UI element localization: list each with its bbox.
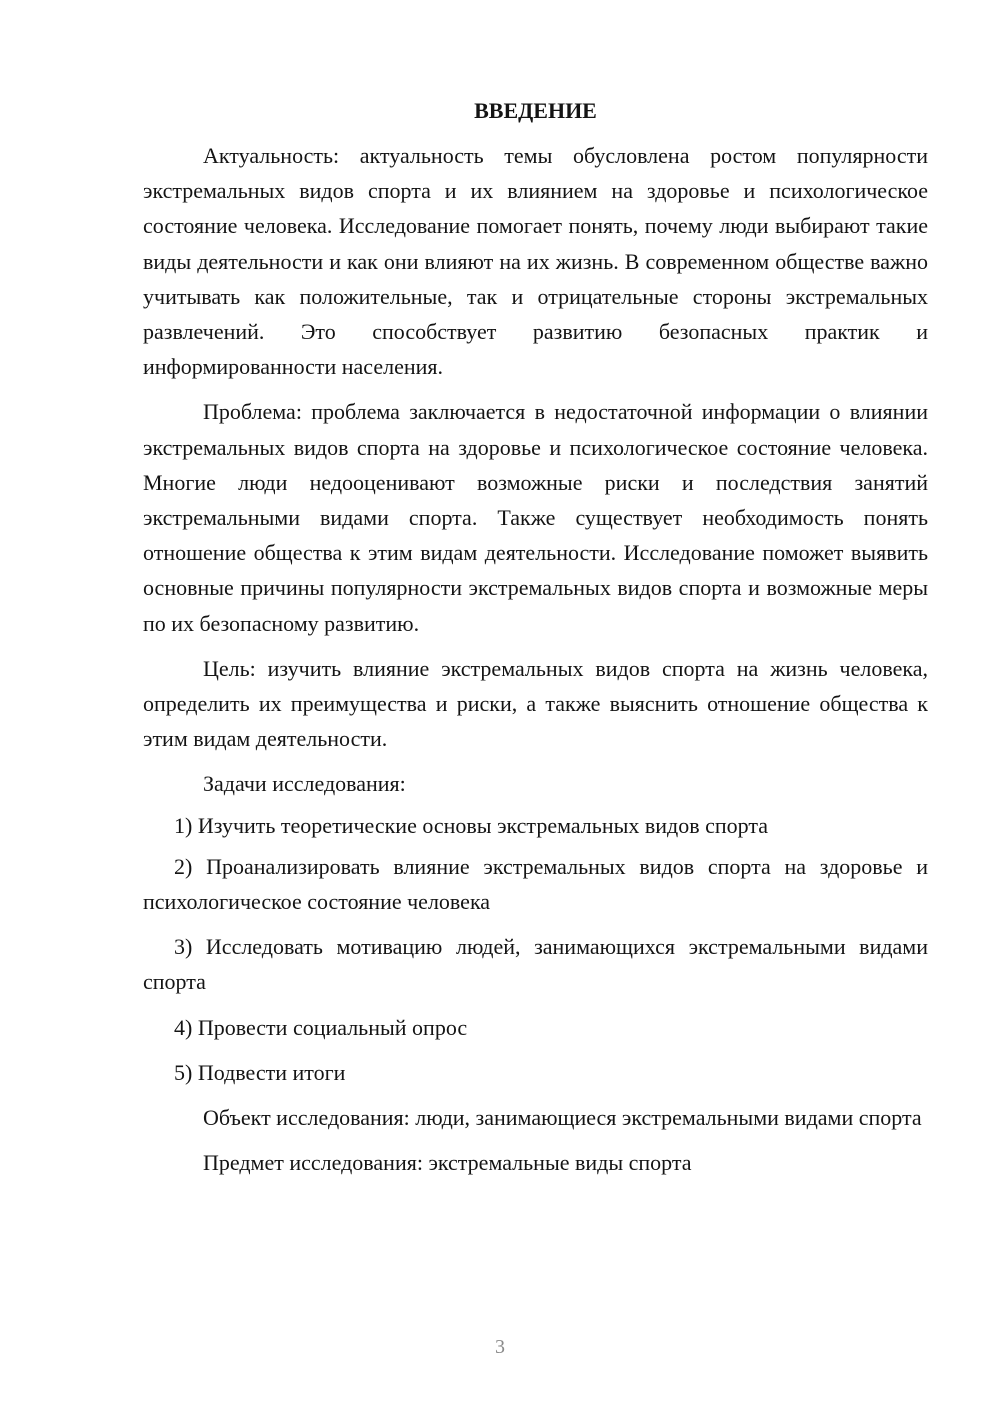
paragraph-problem: Проблема: проблема заключается в недостаточной информации о влиянии экстремальных видов спорта на здоровье и психологическое состояние человека. Многие люди недооценивают возможные риски и последствия занятий экстремальными видами спорта. Также существует необходимость понять отношение общества к этим видам деятельности. Исследование поможет выявить основные причины популярности экстремальных видов спорта и возможные меры по их безопасному развитию. bbox=[143, 399, 928, 636]
page-content bbox=[143, 93, 928, 1190]
paragraph-goal: Цель: изучить влияние экстремальных видов спорта на жизнь человека, определить их преимущества и риски, а также выяснить отношение общества к этим видам деятельности. bbox=[143, 655, 928, 752]
paragraph-subject: Предмет исследования: экстремальные виды спорта bbox=[203, 1150, 692, 1176]
task-item: 5) Подвести итоги bbox=[174, 1059, 346, 1085]
page-number: 3 bbox=[495, 1336, 505, 1358]
task-item: 2) Проанализировать влияние экстремальных видов спорта на здоровье и психологическое состояние человека bbox=[143, 853, 928, 915]
task-item: 3) Исследовать мотивацию людей, занимающихся экстремальными видами спорта bbox=[143, 934, 928, 995]
tasks-heading: Задачи исследования: bbox=[203, 771, 406, 797]
task-item: 4) Провести социальный опрос bbox=[174, 1014, 468, 1040]
paragraph-relevance: Актуальность: актуальность темы обусловлена ростом популярности экстремальных видов спорта и их влиянием на здоровье и психологическое состояние человека. Исследование помогает понять, почему люди выбирают такие виды деятельности и как они влияют на их жизнь. В современном обществе важно учитывать как положительные, так и отрицательные стороны экстремальных развлечений. Это способствует развитию безопасных практик и информированности населения. bbox=[143, 143, 928, 380]
section-heading: ВВЕДЕНИЕ bbox=[474, 98, 597, 123]
paragraph-object: Объект исследования: люди, занимающиеся экстремальными видами спорта bbox=[203, 1105, 922, 1131]
task-item: 1) Изучить теоретические основы экстремальных видов спорта bbox=[174, 812, 769, 838]
